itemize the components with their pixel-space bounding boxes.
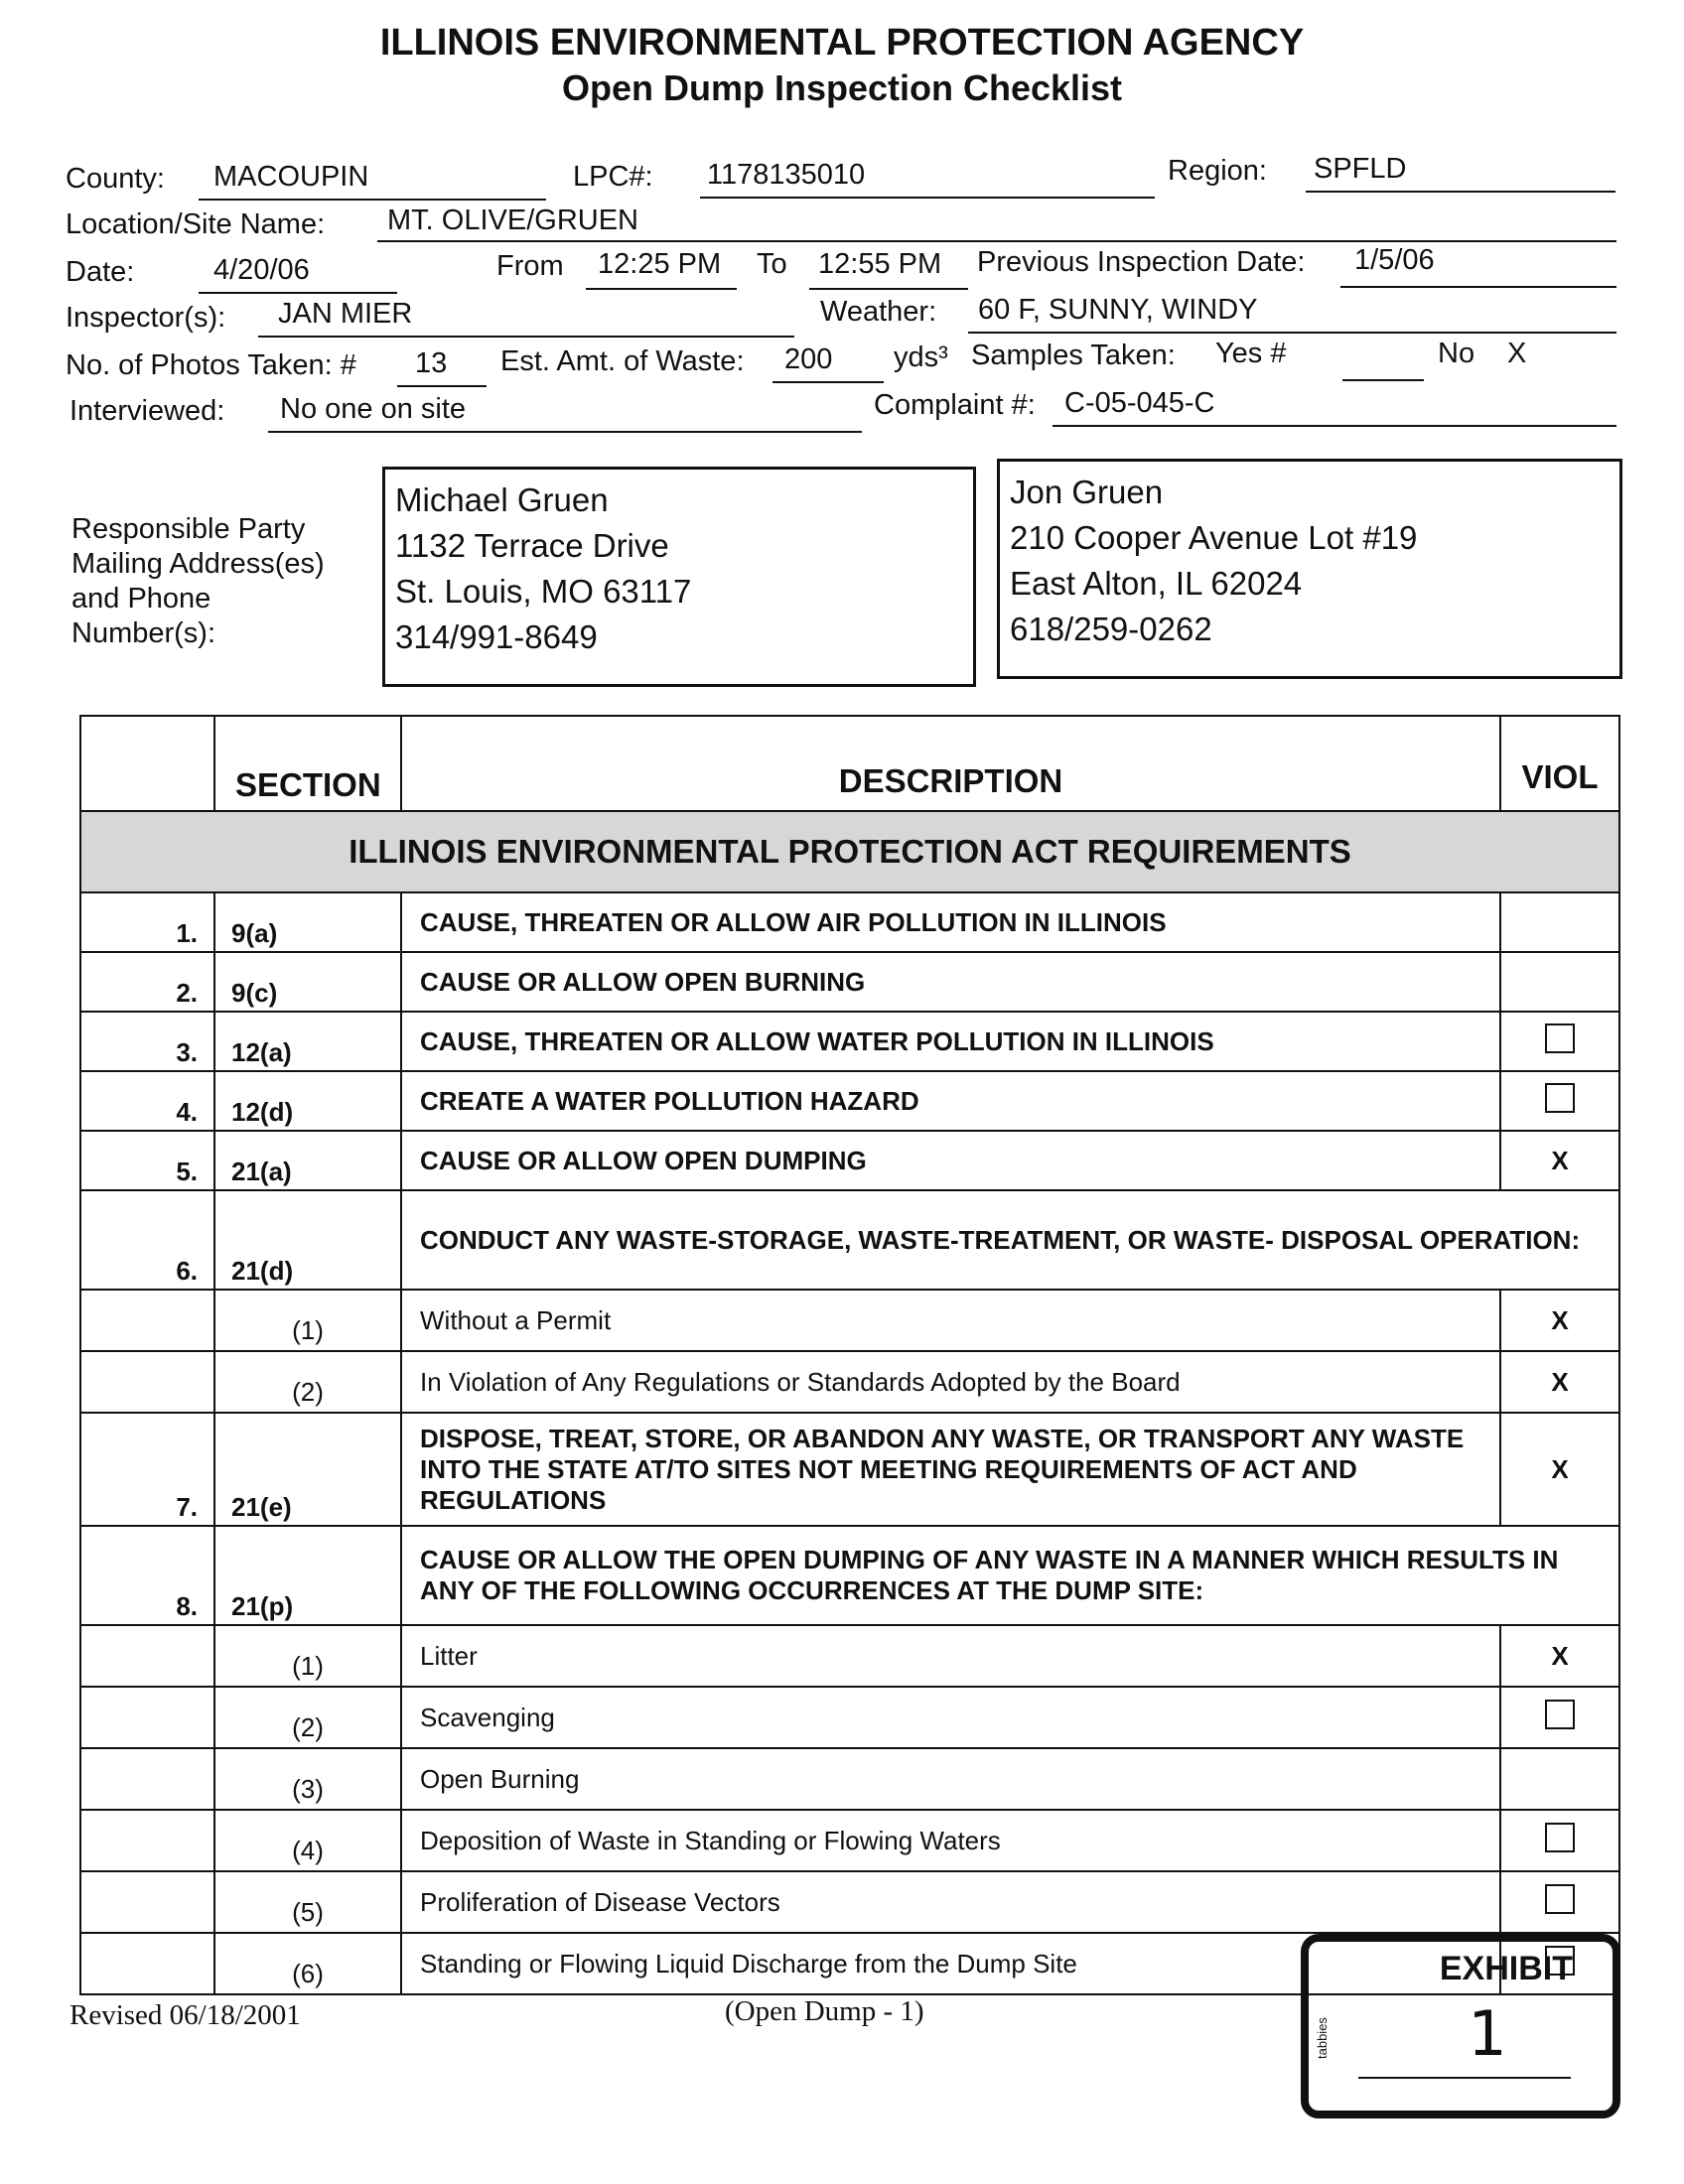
table-row: (4) Deposition of Waste in Standing or Flowing Waters (80, 1810, 1619, 1871)
form-title: Open Dump Inspection Checklist (561, 68, 1123, 108)
exhibit-label: EXHIBIT (1439, 1950, 1573, 1987)
from-label: From (496, 250, 564, 282)
exhibit-sticker (1301, 1934, 1620, 2118)
column-header-section: SECTION (214, 716, 401, 811)
act-requirements-band: ILLINOIS ENVIRONMENTAL PROTECTION ACT REQUIREMENTS (80, 811, 1619, 892)
interviewed-value: No one on site (280, 393, 467, 425)
inspector-value: JAN MIER (278, 298, 413, 330)
viol-mark: X (1500, 1131, 1619, 1190)
exhibit-brand: tabbies (1315, 2017, 1330, 2059)
column-header-viol: VIOL (1500, 716, 1619, 811)
page-label: (Open Dump - 1) (725, 1995, 924, 2027)
lpc-value: 1178135010 (707, 159, 866, 191)
table-row: 6. 21(d) CONDUCT ANY WASTE-STORAGE, WASTE-TREATMENT, OR WASTE- DISPOSAL OPERATION: (80, 1190, 1619, 1290)
viol-mark: X (1500, 1290, 1619, 1351)
table-row: 1. 9(a) CAUSE, THREATEN OR ALLOW AIR POLLUTION IN ILLINOIS (80, 892, 1619, 952)
revised-date: Revised 06/18/2001 (70, 1999, 301, 2031)
table-row: (3) Open Burning (80, 1748, 1619, 1810)
viol-checkbox[interactable] (1545, 1024, 1575, 1053)
viol-cell (1500, 1871, 1619, 1933)
complaint-label: Complaint #: (874, 389, 1036, 421)
from-value: 12:25 PM (598, 248, 722, 280)
exhibit-number: 1 (1468, 1997, 1507, 2070)
column-header-description: DESCRIPTION (401, 716, 1500, 811)
site-label: Location/Site Name: (66, 208, 326, 240)
agency-title: ILLINOIS ENVIRONMENTAL PROTECTION AGENCY (379, 22, 1305, 64)
viol-cell (1500, 1810, 1619, 1871)
to-label: To (757, 248, 787, 280)
viol-checkbox[interactable] (1545, 1083, 1575, 1113)
table-row: (5) Proliferation of Disease Vectors (80, 1871, 1619, 1933)
viol-mark: X (1500, 1413, 1619, 1526)
date-label: Date: (66, 256, 135, 288)
viol-cell (1500, 1012, 1619, 1071)
table-row: (2) In Violation of Any Regulations or Standards Adopted by the Board X (80, 1351, 1619, 1413)
samples-label: Samples Taken: (971, 340, 1176, 371)
region-label: Region: (1168, 155, 1267, 187)
waste-label: Est. Amt. of Waste: (500, 345, 745, 377)
lpc-label: LPC#: (573, 161, 653, 193)
party-1-address: Michael Gruen 1132 Terrace Drive St. Louis, MO 63117 314/991-8649 (382, 467, 976, 687)
table-row: (6) Standing or Flowing Liquid Discharge from the Dump Site (80, 1933, 1619, 1994)
interviewed-label: Interviewed: (70, 395, 225, 427)
photos-value: 13 (415, 347, 448, 379)
inspector-label: Inspector(s): (66, 302, 226, 334)
weather-label: Weather: (820, 296, 937, 328)
previous-inspection-label: Previous Inspection Date: (977, 246, 1306, 278)
date-value: 4/20/06 (213, 254, 310, 286)
weather-value: 60 F, SUNNY, WINDY (978, 294, 1258, 326)
photos-label: No. of Photos Taken: # (66, 349, 356, 381)
viol-checkbox[interactable] (1545, 1884, 1575, 1914)
table-row: 7. 21(e) DISPOSE, TREAT, STORE, OR ABANDON ANY WASTE, OR TRANSPORT ANY WASTE INTO THE STATE AT/TO SITES NOT MEETING REQUIREMENTS OF ACT AND REGULATIONS X (80, 1413, 1619, 1526)
to-value: 12:55 PM (818, 248, 942, 280)
viol-checkbox[interactable] (1545, 1823, 1575, 1852)
county-label: County: (66, 163, 165, 195)
table-row: (2) Scavenging (80, 1687, 1619, 1748)
table-row: 2. 9(c) CAUSE OR ALLOW OPEN BURNING (80, 952, 1619, 1012)
requirements-table (79, 715, 1620, 1995)
table-row: (1) Without a Permit X (80, 1290, 1619, 1351)
viol-cell (1500, 1071, 1619, 1131)
county-value: MACOUPIN (213, 161, 369, 193)
table-row: 5. 21(a) CAUSE OR ALLOW OPEN DUMPING X (80, 1131, 1619, 1190)
table-row: (1) Litter X (80, 1625, 1619, 1687)
viol-mark: X (1500, 1351, 1619, 1413)
region-value: SPFLD (1314, 153, 1407, 185)
waste-unit: yds³ (894, 341, 948, 373)
complaint-value: C-05-045-C (1064, 387, 1215, 419)
table-row: 8. 21(p) CAUSE OR ALLOW THE OPEN DUMPING OF ANY WASTE IN A MANNER WHICH RESULTS IN ANY OF THE FOLLOWING OCCURRENCES AT THE DUMP SITE: (80, 1526, 1619, 1625)
samples-no-label: No (1438, 338, 1475, 369)
viol-cell (1500, 1748, 1619, 1810)
viol-cell (1500, 1687, 1619, 1748)
samples-no-mark: X (1507, 338, 1527, 369)
site-value: MT. OLIVE/GRUEN (387, 205, 638, 236)
viol-cell (1500, 892, 1619, 952)
viol-mark: X (1500, 1625, 1619, 1687)
samples-yes-label: Yes # (1215, 338, 1287, 369)
table-row: 3. 12(a) CAUSE, THREATEN OR ALLOW WATER POLLUTION IN ILLINOIS (80, 1012, 1619, 1071)
waste-value: 200 (784, 343, 833, 375)
table-row: 4. 12(d) CREATE A WATER POLLUTION HAZARD (80, 1071, 1619, 1131)
previous-inspection-value: 1/5/06 (1354, 244, 1435, 276)
viol-checkbox[interactable] (1545, 1700, 1575, 1729)
viol-cell (1500, 952, 1619, 1012)
responsible-party-label: Responsible Party Mailing Address(es) and Phone Number(s): (71, 513, 325, 649)
party-2-address: Jon Gruen 210 Cooper Avenue Lot #19 East Alton, IL 62024 618/259-0262 (997, 459, 1622, 679)
